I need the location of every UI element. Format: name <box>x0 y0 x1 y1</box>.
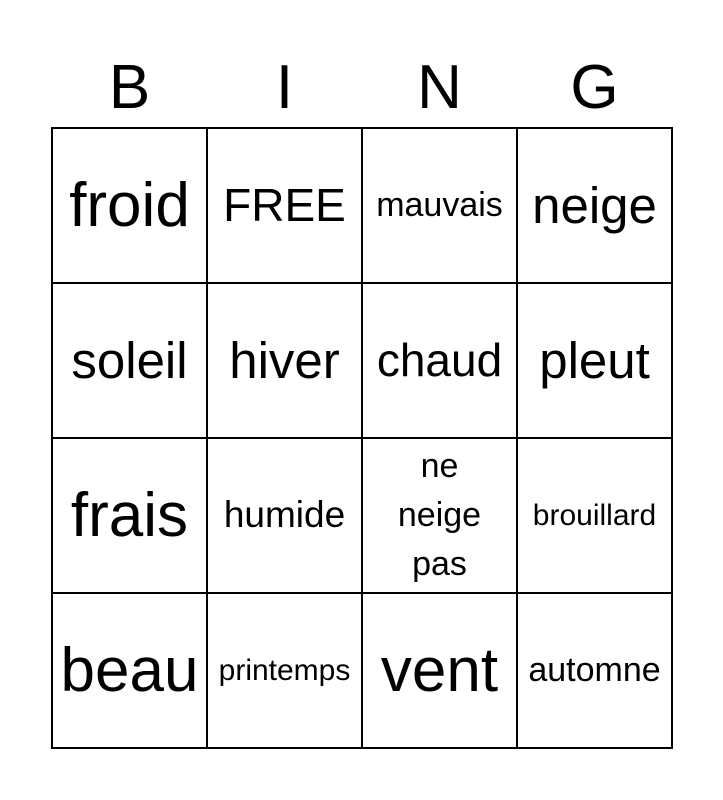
bingo-cell[interactable]: frais <box>53 439 208 594</box>
header-letter-b: B <box>108 53 151 122</box>
bingo-cell[interactable]: froid <box>53 129 208 284</box>
bingo-cell[interactable]: beau <box>53 594 208 749</box>
cell-text: ne neige pas <box>397 446 482 584</box>
bingo-header <box>52 52 672 124</box>
bingo-cell[interactable]: automne <box>518 594 673 749</box>
bingo-board <box>51 127 673 749</box>
header-letter-g: G <box>570 53 619 122</box>
bingo-cell[interactable]: vent <box>363 594 518 749</box>
header-letter-i: I <box>275 53 294 122</box>
bingo-cell[interactable]: mauvais <box>363 129 518 284</box>
bingo-cell[interactable]: humide <box>208 439 363 594</box>
bingo-cell[interactable]: brouillard <box>518 439 673 594</box>
bingo-cell[interactable]: soleil <box>53 284 208 439</box>
bingo-cell[interactable]: neige <box>518 129 673 284</box>
bingo-cell[interactable]: hiver <box>208 284 363 439</box>
header-letter-n: N <box>417 53 462 122</box>
bingo-cell[interactable]: printemps <box>208 594 363 749</box>
bingo-cell[interactable]: chaud <box>363 284 518 439</box>
bingo-cell[interactable] <box>363 439 518 594</box>
free-space-cell[interactable]: FREE <box>208 129 363 284</box>
bingo-cell[interactable]: pleut <box>518 284 673 439</box>
